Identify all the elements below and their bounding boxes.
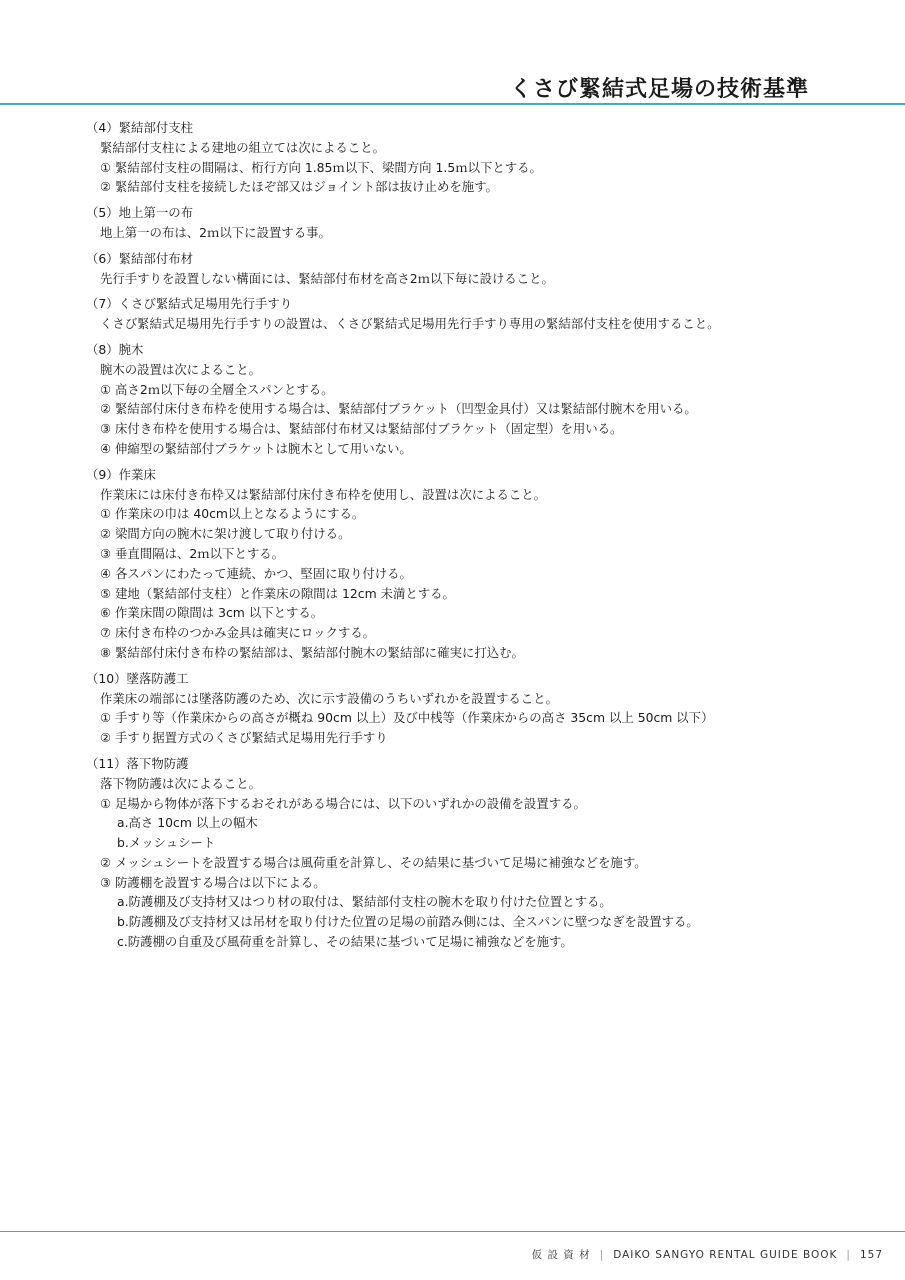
list-item: ② 緊結部付床付き布枠を使用する場合は、緊結部付ブラケット（凹型金具付）又は緊結部付腕木を用いる。 <box>100 401 697 417</box>
page-footer <box>532 1247 883 1262</box>
section-heading: （5）地上第一の布 <box>86 205 194 221</box>
list-item: ⑧ 緊結部付床付き布枠の緊結部は、緊結部付腕木の緊結部に確実に打込む。 <box>100 644 524 660</box>
section-heading: （6）緊結部付布材 <box>86 250 194 266</box>
section-5 <box>86 203 886 243</box>
section-8 <box>86 340 886 459</box>
list-item: ① 高さ2ｍ以下毎の全層全スパンとする。 <box>100 381 334 397</box>
sub-list-item: a.防護棚及び支持材又はつり材の取付は、緊結部付支柱の腕木を取り付けた位置とする。 <box>117 894 612 910</box>
section-7 <box>86 294 886 334</box>
list-item: ② 緊結部付支柱を接続したほぞ部又はジョイント部は抜け止めを施す。 <box>100 179 498 195</box>
list-item: ③ 防護棚を設置する場合は以下による。 <box>100 874 326 890</box>
section-heading: （8）腕木 <box>86 341 144 357</box>
section-heading: （9）作業床 <box>86 466 156 482</box>
section-text: くさび緊結式足場用先行手すりの設置は、くさび緊結式足場用先行手すり専用の緊結部付支柱を使用すること。 <box>100 316 720 332</box>
document-body <box>86 118 886 958</box>
list-item: ② メッシュシートを設置する場合は風荷重を計算し、その結果に基づいて足場に補強などを施す。 <box>100 854 647 870</box>
sub-list-item: b.メッシュシート <box>117 835 216 851</box>
sub-list-item: c.防護棚の自重及び風荷重を計算し、その結果に基づいて足場に補強などを施す。 <box>117 934 573 950</box>
header-divider <box>0 103 905 105</box>
list-item: ② 手すり据置方式のくさび緊結式足場用先行手すり <box>100 730 388 746</box>
page-number: 157 <box>859 1249 883 1261</box>
section-heading: （4）緊結部付支柱 <box>86 120 194 135</box>
section-4 <box>86 118 886 197</box>
list-item: ① 作業床の巾は 40cm以上となるようにする。 <box>100 506 365 522</box>
section-text: 作業床には床付き布枠又は緊結部付床付き布枠を使用し、設置は次によること。 <box>100 486 547 502</box>
section-text: 腕木の設置は次によること。 <box>100 361 262 377</box>
footer-separator: | <box>599 1249 605 1261</box>
list-item: ④ 伸縮型の緊結部付ブラケットは腕木として用いない。 <box>100 440 412 456</box>
list-item: ④ 各スパンにわたって連続、かつ、堅固に取り付ける。 <box>100 565 412 581</box>
section-6 <box>86 249 886 289</box>
list-item: ① 手すり等（作業床からの高さが概ね 90cm 以上）及び中桟等（作業床からの高さ 35cm 以上 50cm 以下） <box>100 710 714 726</box>
list-item: ① 足場から物体が落下するおそれがある場合には、以下のいずれかの設備を設置する。 <box>100 795 586 811</box>
footer-separator: | <box>846 1249 851 1261</box>
section-heading: （11）落下物防護 <box>86 755 189 771</box>
list-item: ⑦ 床付き布枠のつかみ金具は確実にロックする。 <box>100 625 376 641</box>
section-text: 先行手すりを設置しない構面には、緊結部付布材を高さ2ｍ以下毎に設けること。 <box>100 270 554 286</box>
sub-list-item: a.高さ 10cm 以上の幅木 <box>117 815 258 831</box>
footer-book-title: DAIKO SANGYO RENTAL GUIDE BOOK <box>613 1249 838 1261</box>
list-item: ⑥ 作業床間の隙間は 3cm 以下とする。 <box>100 605 324 621</box>
list-item: ③ 垂直間隔は、2ｍ以下とする。 <box>100 545 285 561</box>
section-text: 緊結部付支柱による建地の組立ては次によること。 <box>100 139 385 155</box>
list-item: ⑤ 建地（緊結部付支柱）と作業床の隙間は 12cm 未満とする。 <box>100 585 455 601</box>
section-11 <box>86 754 886 952</box>
section-heading: （7）くさび緊結式足場用先行手すり <box>86 296 293 312</box>
list-item: ③ 床付き布枠を使用する場合は、緊結部付布材又は緊結部付ブラケット（固定型）を用いる。 <box>100 421 623 437</box>
list-item: ① 緊結部付支柱の間隔は、桁行方向 1.85ｍ以下、梁間方向 1.5ｍ以下とする。 <box>100 159 542 175</box>
page-title: くさび緊結式足場の技術基準 <box>509 77 809 102</box>
section-text: 作業床の端部には墜落防護のため、次に示す設備のうちいずれかを設置すること。 <box>100 690 558 706</box>
footer-category: 仮 設 資 材 <box>531 1249 591 1261</box>
section-text: 落下物防護は次によること。 <box>100 775 262 791</box>
footer-divider <box>0 1231 905 1232</box>
list-item: ② 梁間方向の腕木に架け渡して取り付ける。 <box>100 526 351 542</box>
sub-list-item: b.防護棚及び支持材又は吊材を取り付けた位置の足場の前踏み側には、全スパンに壁つなぎを設置する。 <box>117 914 699 930</box>
section-heading: （10）墜落防護工 <box>86 670 189 686</box>
section-text: 地上第一の布は、2ｍ以下に設置する事。 <box>100 224 331 240</box>
section-10 <box>86 669 886 748</box>
section-9 <box>86 465 886 663</box>
